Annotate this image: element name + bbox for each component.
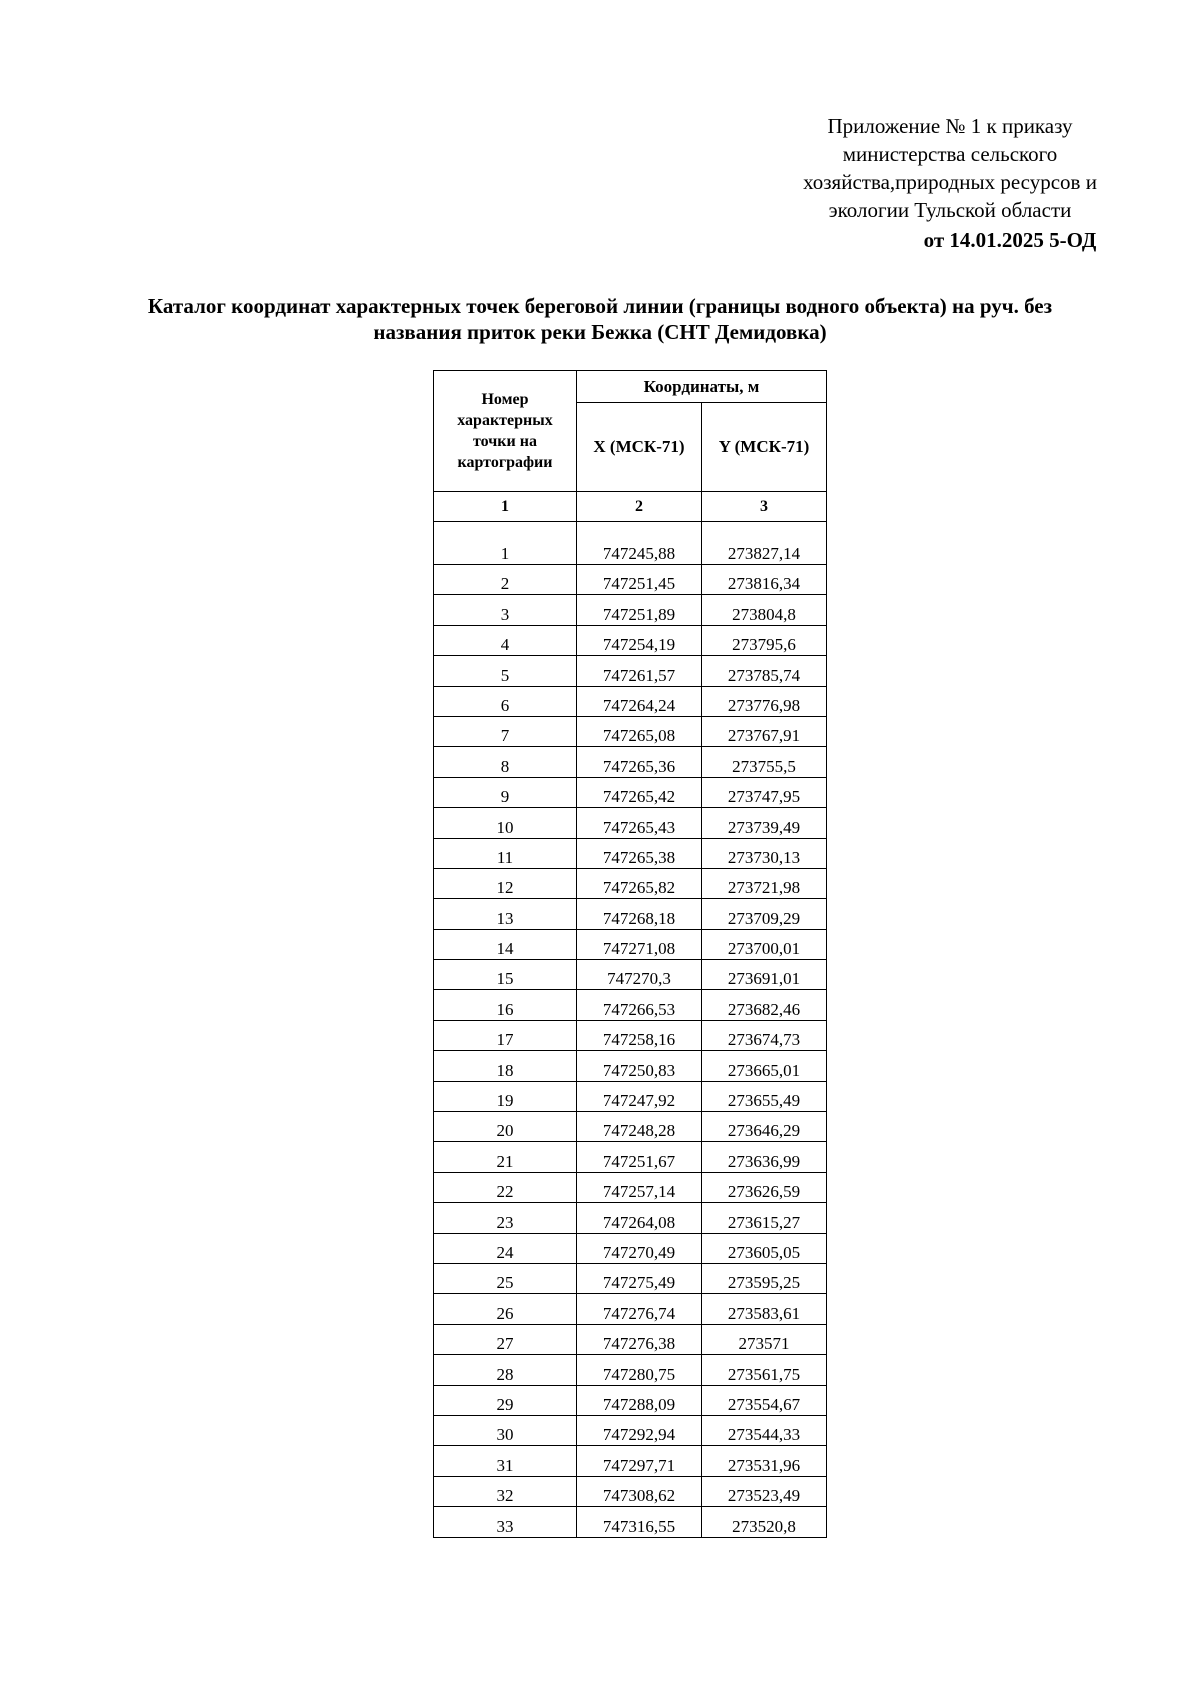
y-coordinate-cell: 273531,96 xyxy=(702,1446,827,1476)
x-coordinate-cell: 747270,49 xyxy=(577,1233,702,1263)
appendix-note xyxy=(760,112,1140,224)
x-coordinate-cell: 747248,28 xyxy=(577,1112,702,1142)
point-number-cell: 20 xyxy=(434,1112,577,1142)
table-row xyxy=(434,522,827,565)
table-row xyxy=(434,868,827,898)
table-row xyxy=(434,1020,827,1050)
point-number-cell: 1 xyxy=(434,522,577,565)
table-row xyxy=(434,1324,827,1354)
x-coordinate-cell: 747297,71 xyxy=(577,1446,702,1476)
point-number-cell: 24 xyxy=(434,1233,577,1263)
x-coordinate-cell: 747258,16 xyxy=(577,1020,702,1050)
y-coordinate-cell: 273583,61 xyxy=(702,1294,827,1324)
point-number-cell: 32 xyxy=(434,1476,577,1506)
y-coordinate-cell: 273523,49 xyxy=(702,1476,827,1506)
y-coordinate-cell: 273691,01 xyxy=(702,960,827,990)
point-number-cell: 22 xyxy=(434,1172,577,1202)
point-number-cell: 19 xyxy=(434,1081,577,1111)
table-row xyxy=(434,808,827,838)
appendix-line: экологии Тульской области xyxy=(828,198,1072,222)
y-coordinate-cell: 273520,8 xyxy=(702,1507,827,1537)
x-coordinate-cell: 747275,49 xyxy=(577,1263,702,1293)
table-row xyxy=(434,777,827,807)
x-coordinate-cell: 747265,82 xyxy=(577,868,702,898)
y-coordinate-cell: 273665,01 xyxy=(702,1051,827,1081)
y-coordinate-cell: 273795,6 xyxy=(702,625,827,655)
y-coordinate-cell: 273827,14 xyxy=(702,522,827,565)
x-coordinate-cell: 747251,45 xyxy=(577,565,702,595)
x-coordinate-cell: 747276,38 xyxy=(577,1324,702,1354)
appendix-line: Приложение № 1 к приказу xyxy=(827,114,1073,138)
header-y: Y (МСК-71) xyxy=(702,403,827,492)
y-coordinate-cell: 273626,59 xyxy=(702,1172,827,1202)
point-number-cell: 12 xyxy=(434,868,577,898)
y-coordinate-cell: 273804,8 xyxy=(702,595,827,625)
x-coordinate-cell: 747250,83 xyxy=(577,1051,702,1081)
point-number-cell: 3 xyxy=(434,595,577,625)
x-coordinate-cell: 747257,14 xyxy=(577,1172,702,1202)
y-coordinate-cell: 273595,25 xyxy=(702,1263,827,1293)
coordinates-table xyxy=(433,370,827,1538)
table-row xyxy=(434,625,827,655)
title-line: названия приток реки Бежка (СНТ Демидовка) xyxy=(373,320,827,344)
table-body xyxy=(434,522,827,1538)
point-number-cell: 23 xyxy=(434,1203,577,1233)
y-coordinate-cell: 273571 xyxy=(702,1324,827,1354)
table-row xyxy=(434,960,827,990)
x-coordinate-cell: 747265,38 xyxy=(577,838,702,868)
x-coordinate-cell: 747254,19 xyxy=(577,625,702,655)
x-coordinate-cell: 747316,55 xyxy=(577,1507,702,1537)
y-coordinate-cell: 273605,05 xyxy=(702,1233,827,1263)
y-coordinate-cell: 273544,33 xyxy=(702,1415,827,1445)
point-number-cell: 16 xyxy=(434,990,577,1020)
y-coordinate-cell: 273755,5 xyxy=(702,747,827,777)
y-coordinate-cell: 273747,95 xyxy=(702,777,827,807)
x-coordinate-cell: 747276,74 xyxy=(577,1294,702,1324)
y-coordinate-cell: 273816,34 xyxy=(702,565,827,595)
point-number-cell: 17 xyxy=(434,1020,577,1050)
y-coordinate-cell: 273636,99 xyxy=(702,1142,827,1172)
point-number-cell: 10 xyxy=(434,808,577,838)
table-row xyxy=(434,565,827,595)
point-number-cell: 27 xyxy=(434,1324,577,1354)
x-coordinate-cell: 747268,18 xyxy=(577,899,702,929)
x-coordinate-cell: 747266,53 xyxy=(577,990,702,1020)
table-row xyxy=(434,595,827,625)
table-row xyxy=(434,899,827,929)
table-row xyxy=(434,929,827,959)
y-coordinate-cell: 273709,29 xyxy=(702,899,827,929)
y-coordinate-cell: 273767,91 xyxy=(702,716,827,746)
point-number-cell: 5 xyxy=(434,656,577,686)
x-coordinate-cell: 747261,57 xyxy=(577,656,702,686)
y-coordinate-cell: 273721,98 xyxy=(702,868,827,898)
table-row xyxy=(434,1446,827,1476)
table-row xyxy=(434,1112,827,1142)
y-coordinate-cell: 273646,29 xyxy=(702,1112,827,1142)
y-coordinate-cell: 273561,75 xyxy=(702,1355,827,1385)
column-index: 3 xyxy=(702,492,827,522)
point-number-cell: 14 xyxy=(434,929,577,959)
point-number-cell: 11 xyxy=(434,838,577,868)
y-coordinate-cell: 273554,67 xyxy=(702,1385,827,1415)
table-row xyxy=(434,1233,827,1263)
y-coordinate-cell: 273700,01 xyxy=(702,929,827,959)
y-coordinate-cell: 273674,73 xyxy=(702,1020,827,1050)
y-coordinate-cell: 273776,98 xyxy=(702,686,827,716)
header-coordinates: Координаты, м xyxy=(577,371,827,403)
point-number-cell: 28 xyxy=(434,1355,577,1385)
table-row xyxy=(434,990,827,1020)
table-row xyxy=(434,716,827,746)
table-row xyxy=(434,1172,827,1202)
title-line: Каталог координат характерных точек береговой линии (границы водного объекта) на руч. без xyxy=(147,294,1053,318)
header-point-number: Номер характерных точки на картографии xyxy=(434,371,577,492)
y-coordinate-cell: 273615,27 xyxy=(702,1203,827,1233)
table-row xyxy=(434,1415,827,1445)
x-coordinate-cell: 747264,24 xyxy=(577,686,702,716)
point-number-cell: 7 xyxy=(434,716,577,746)
table-row xyxy=(434,1476,827,1506)
table-row xyxy=(434,747,827,777)
point-number-cell: 9 xyxy=(434,777,577,807)
table-row xyxy=(434,1263,827,1293)
x-coordinate-cell: 747292,94 xyxy=(577,1415,702,1445)
point-number-cell: 26 xyxy=(434,1294,577,1324)
y-coordinate-cell: 273682,46 xyxy=(702,990,827,1020)
column-index: 1 xyxy=(434,492,577,522)
point-number-cell: 15 xyxy=(434,960,577,990)
point-number-cell: 31 xyxy=(434,1446,577,1476)
document-title xyxy=(120,293,1080,345)
header-x: X (МСК-71) xyxy=(577,403,702,492)
table-row xyxy=(434,1507,827,1537)
table-row xyxy=(434,838,827,868)
table-row xyxy=(434,1385,827,1415)
x-coordinate-cell: 747247,92 xyxy=(577,1081,702,1111)
appendix-line: министерства сельского xyxy=(842,142,1058,166)
table-row xyxy=(434,686,827,716)
point-number-cell: 6 xyxy=(434,686,577,716)
x-coordinate-cell: 747280,75 xyxy=(577,1355,702,1385)
table-row xyxy=(434,1081,827,1111)
point-number-cell: 33 xyxy=(434,1507,577,1537)
y-coordinate-cell: 273739,49 xyxy=(702,808,827,838)
y-coordinate-cell: 273655,49 xyxy=(702,1081,827,1111)
x-coordinate-cell: 747245,88 xyxy=(577,522,702,565)
order-reference: от 14.01.2025 5-ОД xyxy=(923,228,1097,252)
y-coordinate-cell: 273785,74 xyxy=(702,656,827,686)
x-coordinate-cell: 747265,43 xyxy=(577,808,702,838)
table-row xyxy=(434,1203,827,1233)
point-number-cell: 30 xyxy=(434,1415,577,1445)
x-coordinate-cell: 747265,42 xyxy=(577,777,702,807)
point-number-cell: 25 xyxy=(434,1263,577,1293)
table-row xyxy=(434,1294,827,1324)
x-coordinate-cell: 747270,3 xyxy=(577,960,702,990)
x-coordinate-cell: 747265,36 xyxy=(577,747,702,777)
point-number-cell: 4 xyxy=(434,625,577,655)
x-coordinate-cell: 747308,62 xyxy=(577,1476,702,1506)
x-coordinate-cell: 747288,09 xyxy=(577,1385,702,1415)
point-number-cell: 2 xyxy=(434,565,577,595)
point-number-cell: 18 xyxy=(434,1051,577,1081)
point-number-cell: 21 xyxy=(434,1142,577,1172)
point-number-cell: 8 xyxy=(434,747,577,777)
table-row xyxy=(434,1142,827,1172)
table-row xyxy=(434,656,827,686)
table-row xyxy=(434,1355,827,1385)
x-coordinate-cell: 747265,08 xyxy=(577,716,702,746)
y-coordinate-cell: 273730,13 xyxy=(702,838,827,868)
x-coordinate-cell: 747251,67 xyxy=(577,1142,702,1172)
column-index: 2 xyxy=(577,492,702,522)
appendix-line: хозяйства,природных ресурсов и xyxy=(803,170,1097,194)
x-coordinate-cell: 747264,08 xyxy=(577,1203,702,1233)
table-row xyxy=(434,1051,827,1081)
x-coordinate-cell: 747251,89 xyxy=(577,595,702,625)
point-number-cell: 13 xyxy=(434,899,577,929)
point-number-cell: 29 xyxy=(434,1385,577,1415)
x-coordinate-cell: 747271,08 xyxy=(577,929,702,959)
